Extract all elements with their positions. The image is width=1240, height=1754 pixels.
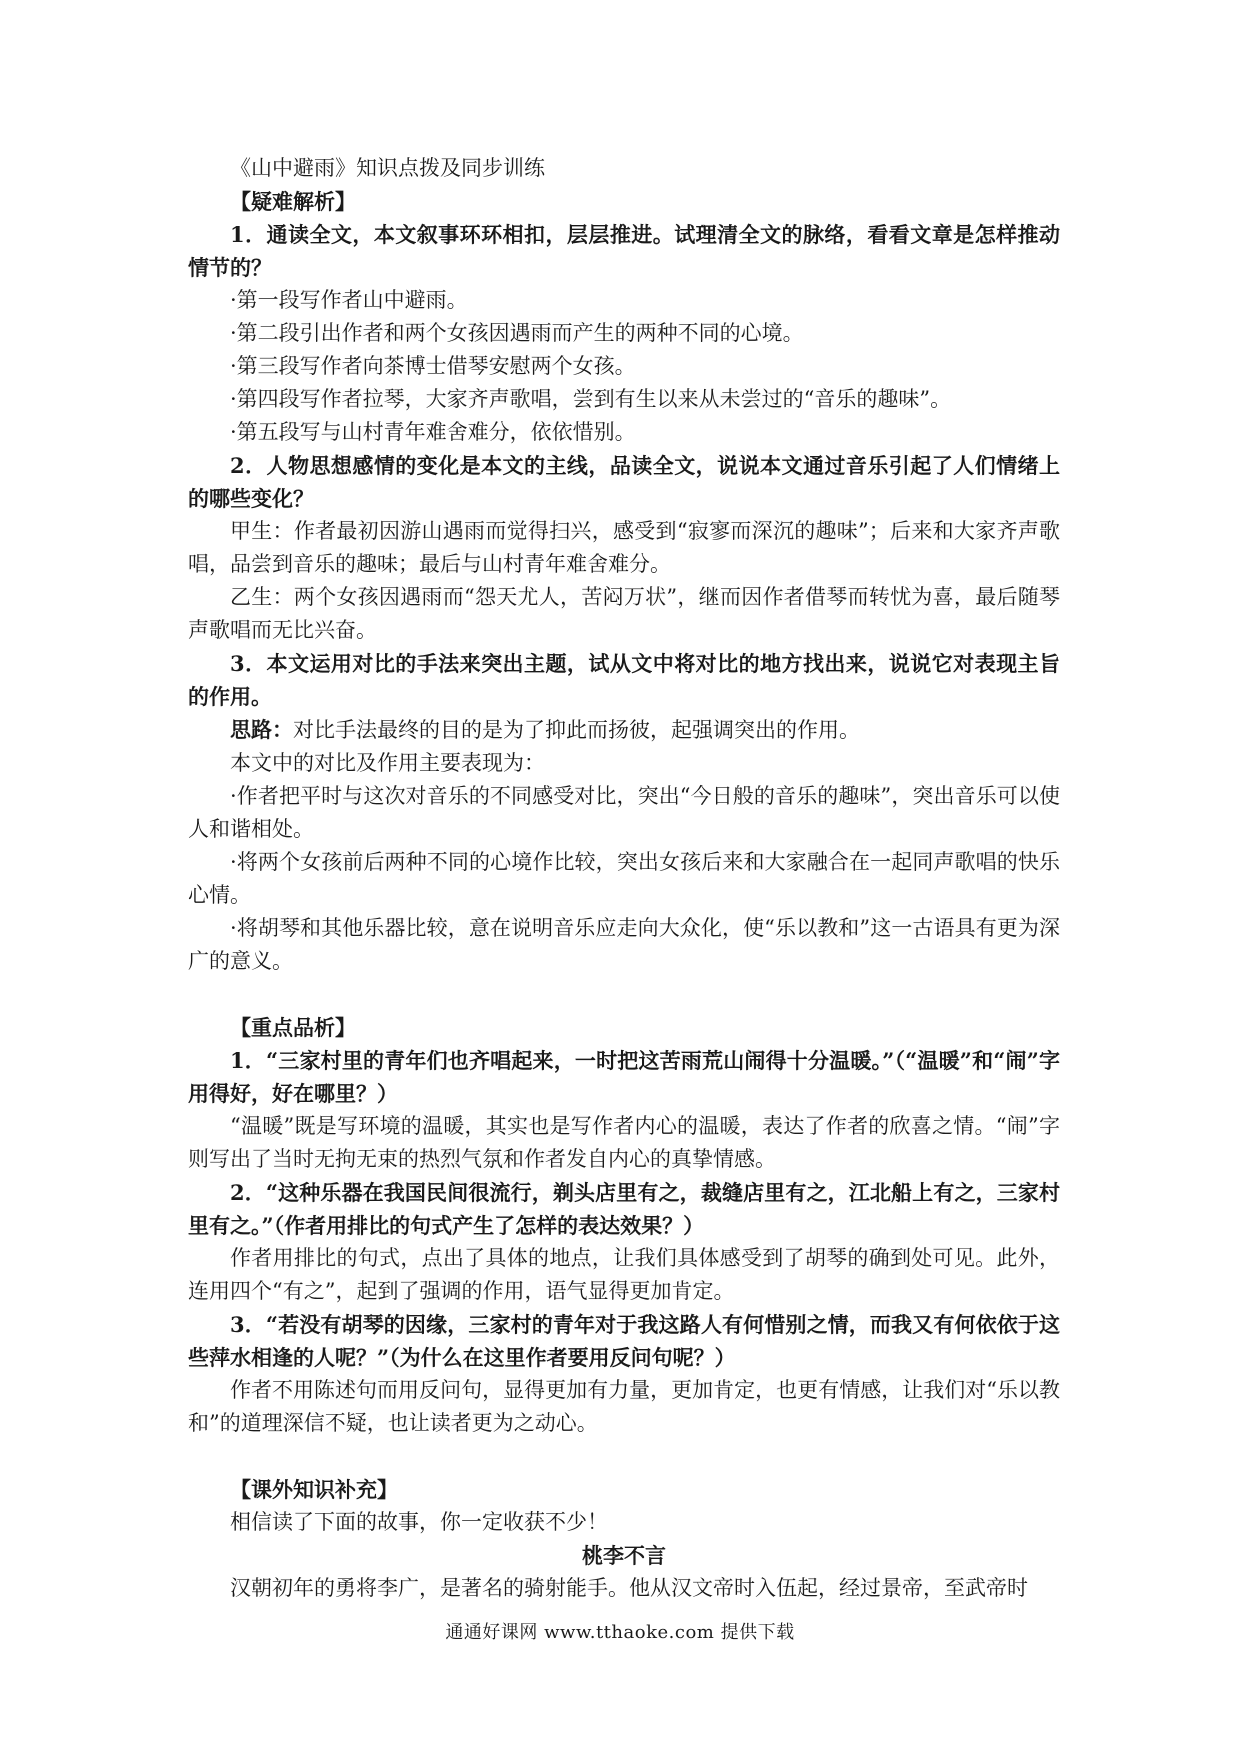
analysis-answer: 作者不用陈述句而用反问句，显得更加有力量，更加肯定，也更有情感，让我们对“乐以教和”的道理深信不疑，也让读者更为之动心。 [188, 1378, 1060, 1435]
spacer [188, 1440, 1060, 1473]
analysis-question: 1．“三家村里的青年们也齐唱起来，一时把这苦雨荒山闹得十分温暖。”（“温暖”和“闹”字用得好，好在哪里？） [188, 1048, 1060, 1106]
document-title: 《山中避雨》知识点拨及同步训练 [230, 156, 545, 180]
story-text: 汉朝初年的勇将李广，是著名的骑射能手。他从汉文帝时入伍起，经过景帝，至武帝时 [230, 1576, 1028, 1600]
question-1: 1．通读全文，本文叙事环环相扣，层层推进。试理清全文的脉络，看看文章是怎样推动情节的？ [188, 222, 1060, 280]
answer-paragraph: 乙生：两个女孩因遇雨而“怨天尤人，苦闷万状”，继而因作者借琴而转忧为喜，最后随琴声歌唱而无比兴奋。 [188, 585, 1060, 642]
hint-text: 对比手法最终的目的是为了抑此而扬彼，起强调突出的作用。 [293, 718, 860, 742]
analysis-answer: “温暖”既是写环境的温暖，其实也是写作者内心的温暖，表达了作者的欣喜之情。“闹”字则写出了当时无拘无束的热烈气氛和作者发自内心的真挚情感。 [188, 1114, 1060, 1171]
document-body [188, 152, 1060, 1605]
list-item: ·第五段写与山村青年难舍难分，依依惜别。 [230, 420, 636, 444]
list-item: ·将两个女孩前后两种不同的心境作比较，突出女孩后来和大家融合在一起同声歌唱的快乐心情。 [188, 850, 1060, 907]
question-2: 2．人物思想感情的变化是本文的主线，品读全文，说说本文通过音乐引起了人们情绪上的哪些变化？ [188, 453, 1060, 511]
section-heading-difficulty: 【疑难解析】 [230, 189, 356, 214]
list-item: ·将胡琴和其他乐器比较，意在说明音乐应走向大众化，使“乐以教和”这一古语具有更为深广的意义。 [188, 916, 1060, 973]
list-item: ·第二段引出作者和两个女孩因遇雨而产生的两种不同的心境。 [230, 321, 804, 345]
hint-label: 思路： [230, 717, 293, 742]
spacer [188, 978, 1060, 1011]
analysis-question: 2．“这种乐器在我国民间很流行，剃头店里有之，裁缝店里有之，江北船上有之，三家村里有之。”（作者用排比的句式产生了怎样的表达效果？） [188, 1180, 1060, 1238]
list-item: ·第一段写作者山中避雨。 [230, 288, 468, 312]
list-item: ·第三段写作者向茶博士借琴安慰两个女孩。 [230, 354, 636, 378]
section-heading-extra-knowledge: 【课外知识补充】 [230, 1477, 398, 1502]
answer-paragraph: 甲生：作者最初因游山遇雨而觉得扫兴，感受到“寂寥而深沉的趣味”；后来和大家齐声歌唱，品尝到音乐的趣味；最后与山村青年难舍难分。 [188, 519, 1060, 576]
analysis-question: 3．“若没有胡琴的因缘，三家村的青年对于我这路人有何惜别之情，而我又有何依依于这些萍水相逢的人呢？”（为什么在这里作者要用反问句呢？） [188, 1312, 1060, 1370]
analysis-answer: 作者用排比的句式，点出了具体的地点，让我们具体感受到了胡琴的确到处可见。此外，连用四个“有之”，起到了强调的作用，语气显得更加肯定。 [188, 1246, 1060, 1303]
question-3: 3．本文运用对比的手法来突出主题，试从文中将对比的地方找出来，说说它对表现主旨的作用。 [188, 651, 1060, 709]
page-footer: 通通好课网 www.tthaoke.com 提供下载 [445, 1622, 795, 1643]
intro-line: 本文中的对比及作用主要表现为： [230, 751, 545, 775]
section-heading-key-analysis: 【重点品析】 [230, 1015, 356, 1040]
list-item: ·第四段写作者拉琴，大家齐声歌唱，尝到有生以来从未尝过的“音乐的趣味”。 [230, 387, 952, 411]
story-intro: 相信读了下面的故事，你一定收获不少！ [230, 1510, 608, 1534]
list-item: ·作者把平时与这次对音乐的不同感受对比，突出“今日般的音乐的趣味”，突出音乐可以使人和谐相处。 [188, 784, 1060, 841]
hint-line [188, 713, 1060, 747]
story-title: 桃李不言 [582, 1543, 666, 1568]
